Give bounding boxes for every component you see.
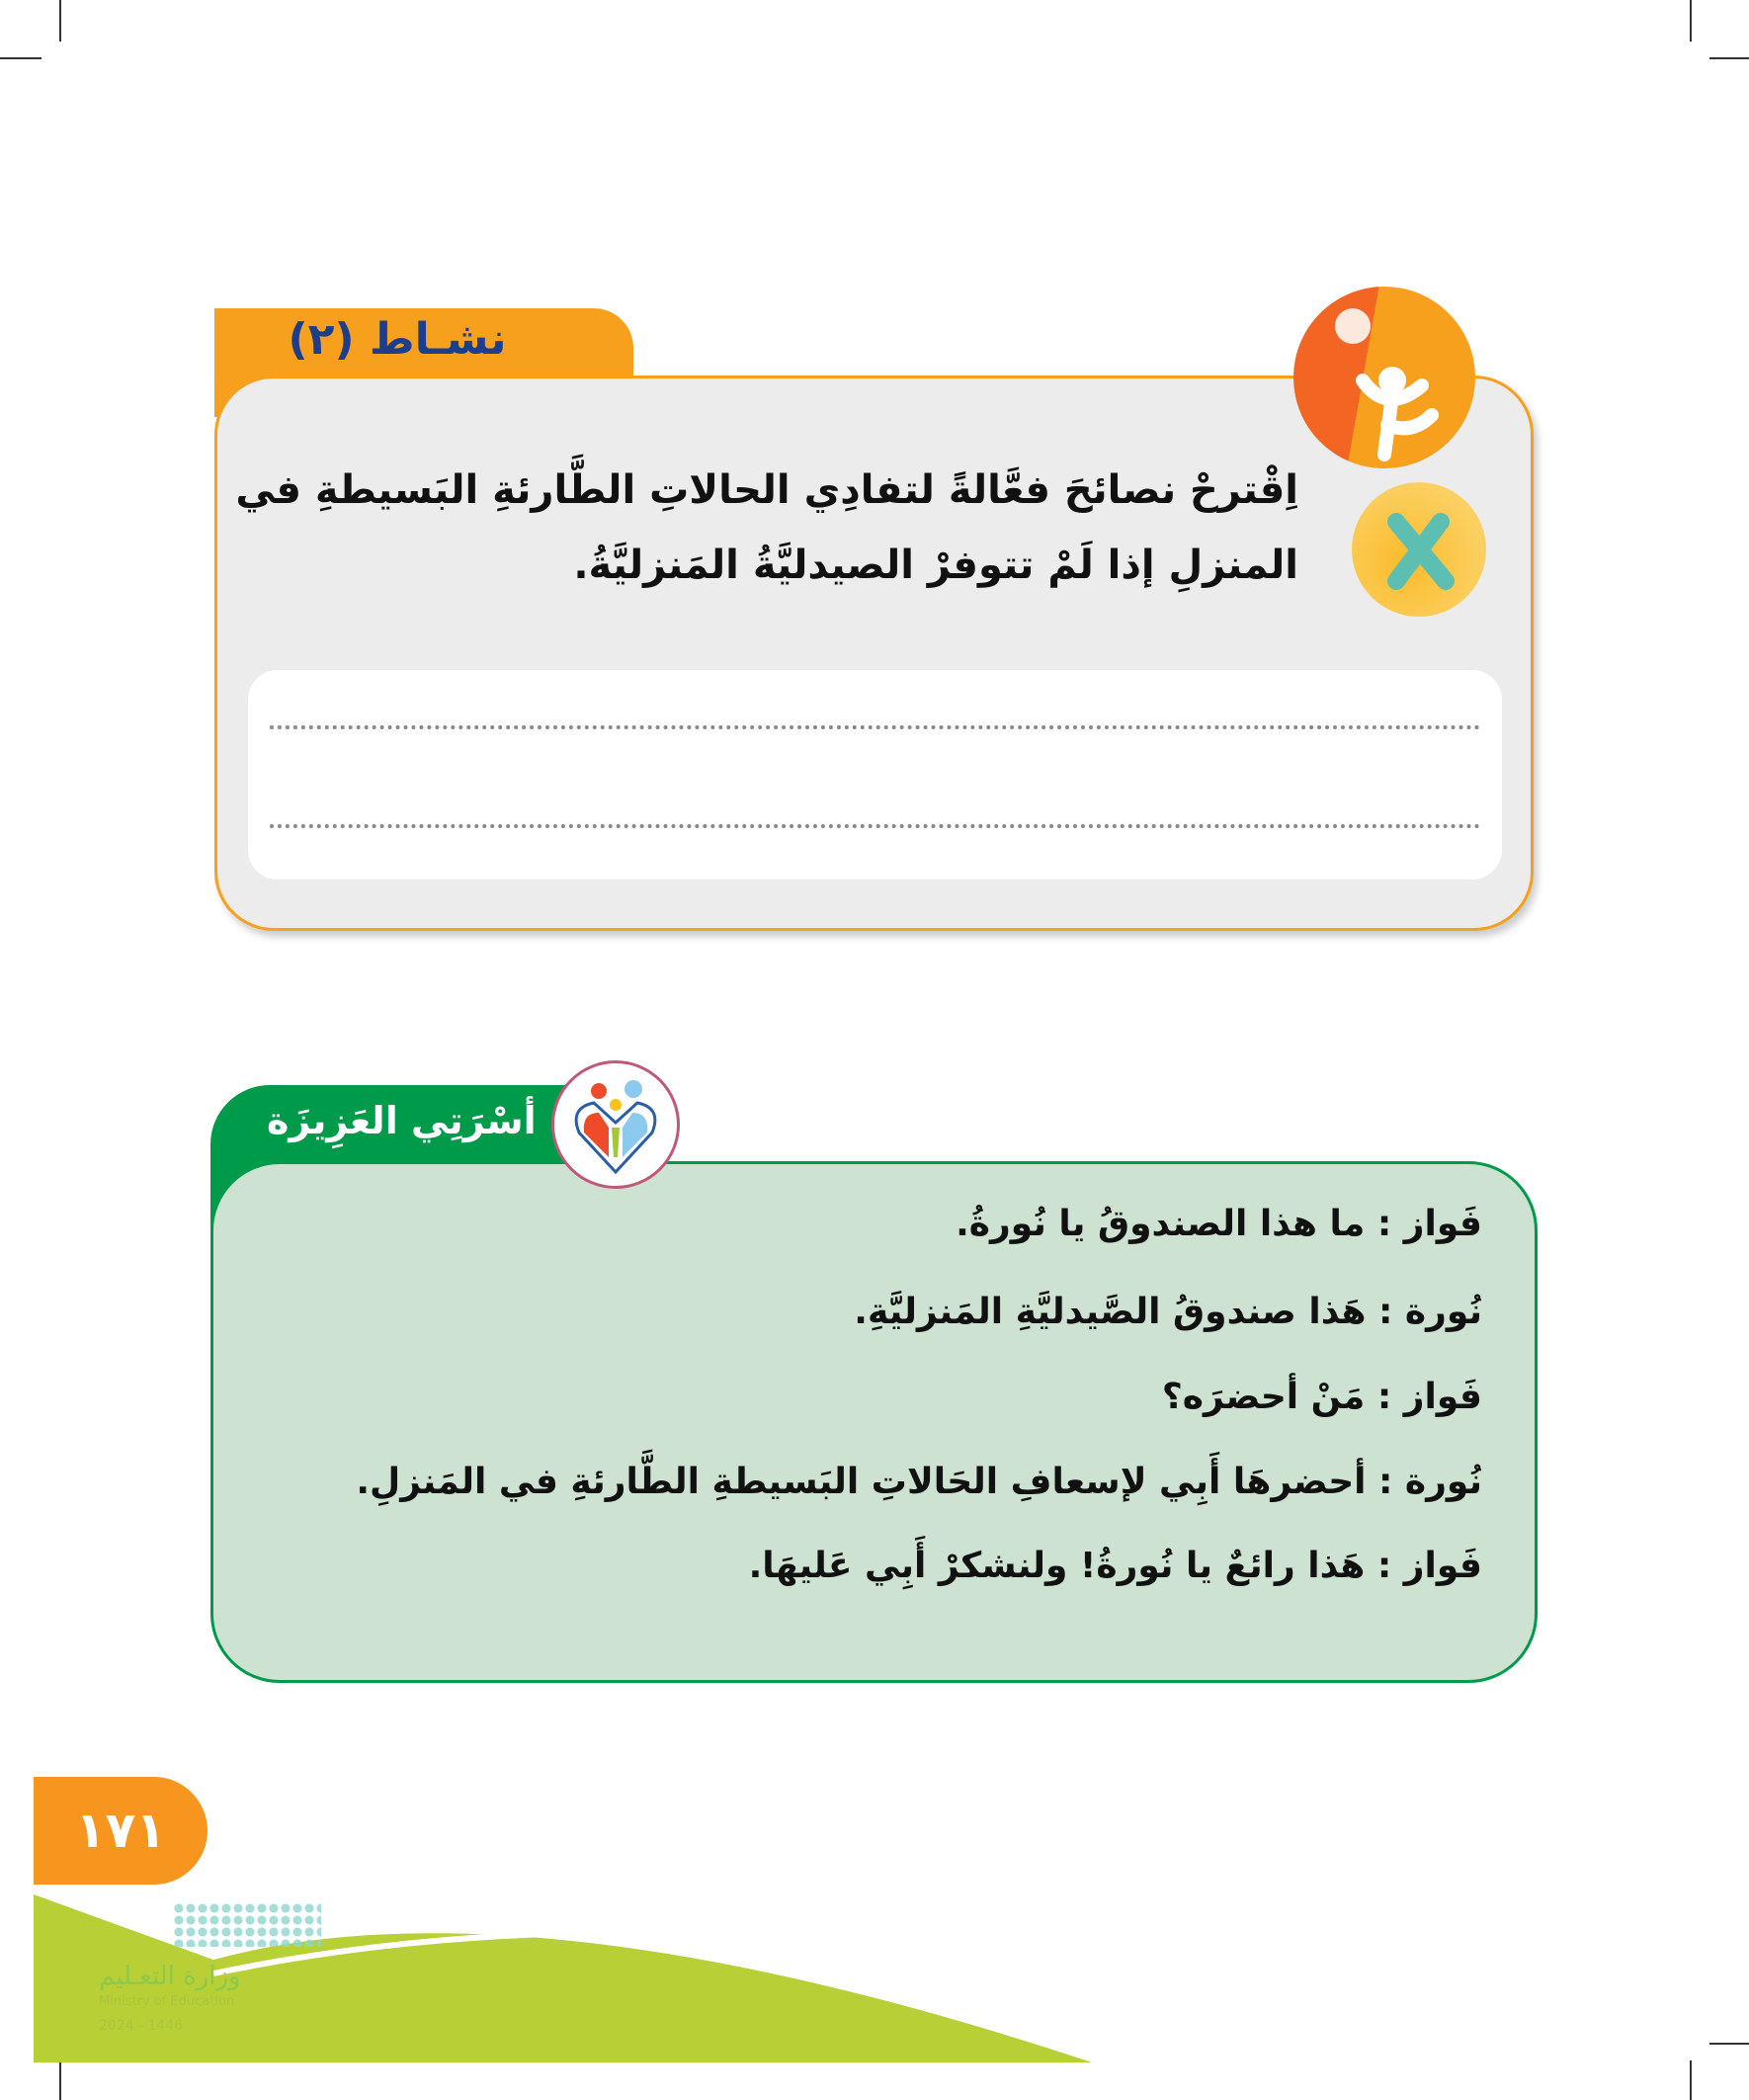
ministry-logo-ar: وزارة التعـليم — [99, 1962, 241, 1991]
ministry-logo-year: 2024 - 1446 — [99, 2018, 184, 2034]
dialogue-line: فَواز : هَذا رائعٌ يا نُورةُ! ولنشكرْ أَبِي عَليهَا. — [748, 1546, 1482, 1586]
crop-mark — [1709, 57, 1749, 59]
question-line: المنزلِ إذا لَمْ تتوفرْ الصيدليَّةُ المَنزليَّةُ. — [573, 543, 1298, 588]
bandage-icon — [1352, 482, 1486, 617]
ministry-logo-dots-icon — [173, 1902, 321, 1947]
answer-line[interactable] — [270, 725, 1480, 729]
ministry-logo-en: Ministry of Education — [99, 1994, 235, 2009]
question-line: اِقْترحْ نصائحَ فعَّالةً لتفادِي الحالاتِ الطَّارئةِ البَسيطةِ في — [235, 467, 1298, 513]
activity-title: نشـاط (٢) — [288, 314, 507, 365]
dialogue-line: فَواز : مَنْ أحضرَه؟ — [1161, 1377, 1482, 1417]
family-title: أسْرَتِي العَزِيزَة — [267, 1099, 537, 1142]
page-number: ١٧١ — [34, 1777, 208, 1885]
crop-mark — [1690, 0, 1692, 42]
answer-box[interactable] — [248, 670, 1502, 880]
crop-mark — [59, 2060, 61, 2100]
crop-mark — [0, 57, 42, 59]
crop-mark — [1709, 2043, 1749, 2045]
dialogue-line: نُورة : هَذا صندوقُ الصَّيدليَّةِ المَنزليَّةِ. — [854, 1292, 1482, 1332]
crop-mark — [59, 0, 61, 42]
dialogue-line: نُورة : أحضرهَا أَبِي لإسعافِ الحَالاتِ البَسيطةِ الطَّارئةِ في المَنزلِ. — [356, 1462, 1482, 1502]
activity-badge-icon — [1293, 287, 1475, 468]
crop-mark — [1690, 2060, 1692, 2100]
answer-line[interactable] — [270, 824, 1480, 828]
activity-question — [211, 453, 1298, 603]
family-heart-icon — [551, 1060, 680, 1189]
dialogue-line: فَواز : ما هذا الصندوقُ يا نُورةُ. — [956, 1204, 1482, 1244]
